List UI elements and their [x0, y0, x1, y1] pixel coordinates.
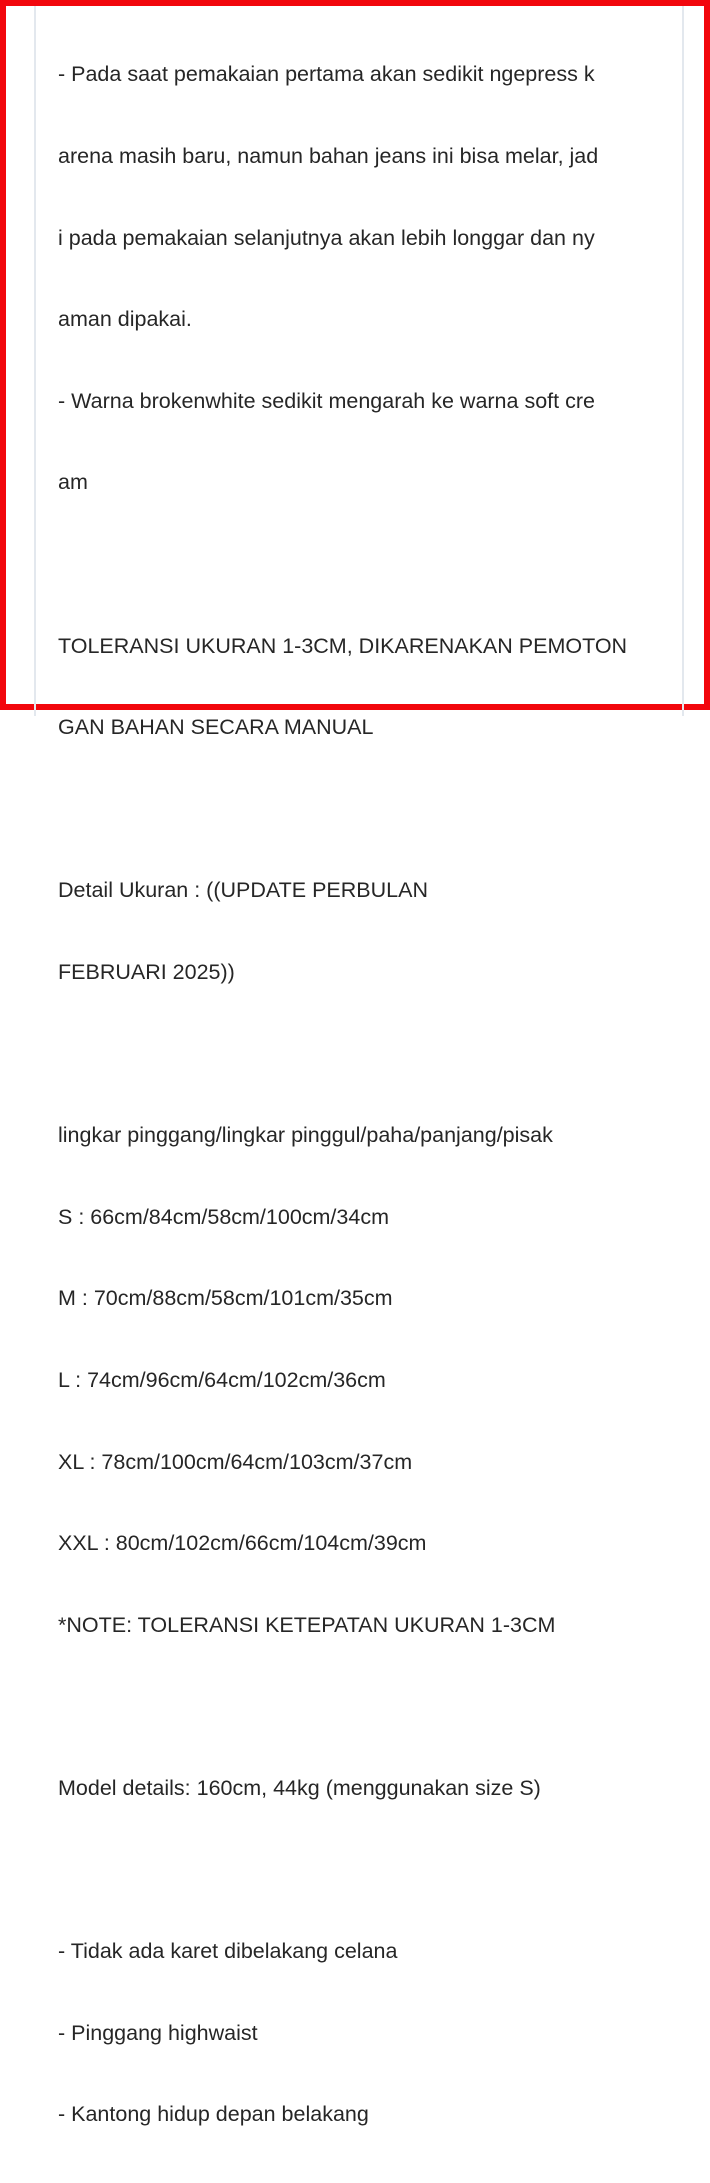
size-tolerance-note: *NOTE: TOLERANSI KETEPATAN UKURAN 1-3CM [58, 1612, 556, 1637]
product-description [58, 7, 658, 2183]
description-line: aman dipakai. [58, 307, 192, 332]
tolerance-notice-line: GAN BAHAN SECARA MANUAL [58, 715, 374, 740]
right-edge-divider [682, 6, 684, 716]
model-details-line: Model details: 160cm, 44kg (menggunakan size S) [58, 1775, 541, 1800]
description-line: i pada pemakaian selanjutnya akan lebih longgar dan ny [58, 225, 595, 250]
description-line: - Warna brokenwhite sedikit mengarah ke warna soft cre [58, 388, 595, 413]
size-detail-heading: Detail Ukuran : ((UPDATE PERBULAN [58, 878, 428, 903]
size-row-s: S : 66cm/84cm/58cm/100cm/34cm [58, 1204, 389, 1229]
description-line: - Pada saat pemakaian pertama akan sedikit ngepress k [58, 62, 595, 87]
size-columns-header: lingkar pinggang/lingkar pinggul/paha/panjang/pisak [58, 1123, 553, 1148]
left-edge-divider [34, 6, 36, 716]
tolerance-notice-line: TOLERANSI UKURAN 1-3CM, DIKARENAKAN PEMOTON [58, 633, 628, 658]
size-detail-heading: FEBRUARI 2025)) [58, 959, 235, 984]
blank-line [58, 1693, 658, 1720]
blank-line [58, 1856, 658, 1883]
feature-item: - Kantong hidup depan belakang [58, 2102, 369, 2127]
blank-line [58, 1041, 658, 1068]
size-row-xl: XL : 78cm/100cm/64cm/103cm/37cm [58, 1449, 413, 1474]
blank-line [58, 551, 658, 578]
feature-item: - Tidak ada karet dibelakang celana [58, 1939, 398, 1964]
description-line: arena masih baru, namun bahan jeans ini bisa melar, jad [58, 144, 599, 168]
feature-item: - Pinggang highwaist [58, 2020, 258, 2045]
blank-line [58, 796, 658, 823]
size-row-m: M : 70cm/88cm/58cm/101cm/35cm [58, 1286, 393, 1311]
size-row-l: L : 74cm/96cm/64cm/102cm/36cm [58, 1367, 386, 1392]
description-line: am [58, 470, 88, 495]
size-row-xxl: XXL : 80cm/102cm/66cm/104cm/39cm [58, 1531, 427, 1556]
